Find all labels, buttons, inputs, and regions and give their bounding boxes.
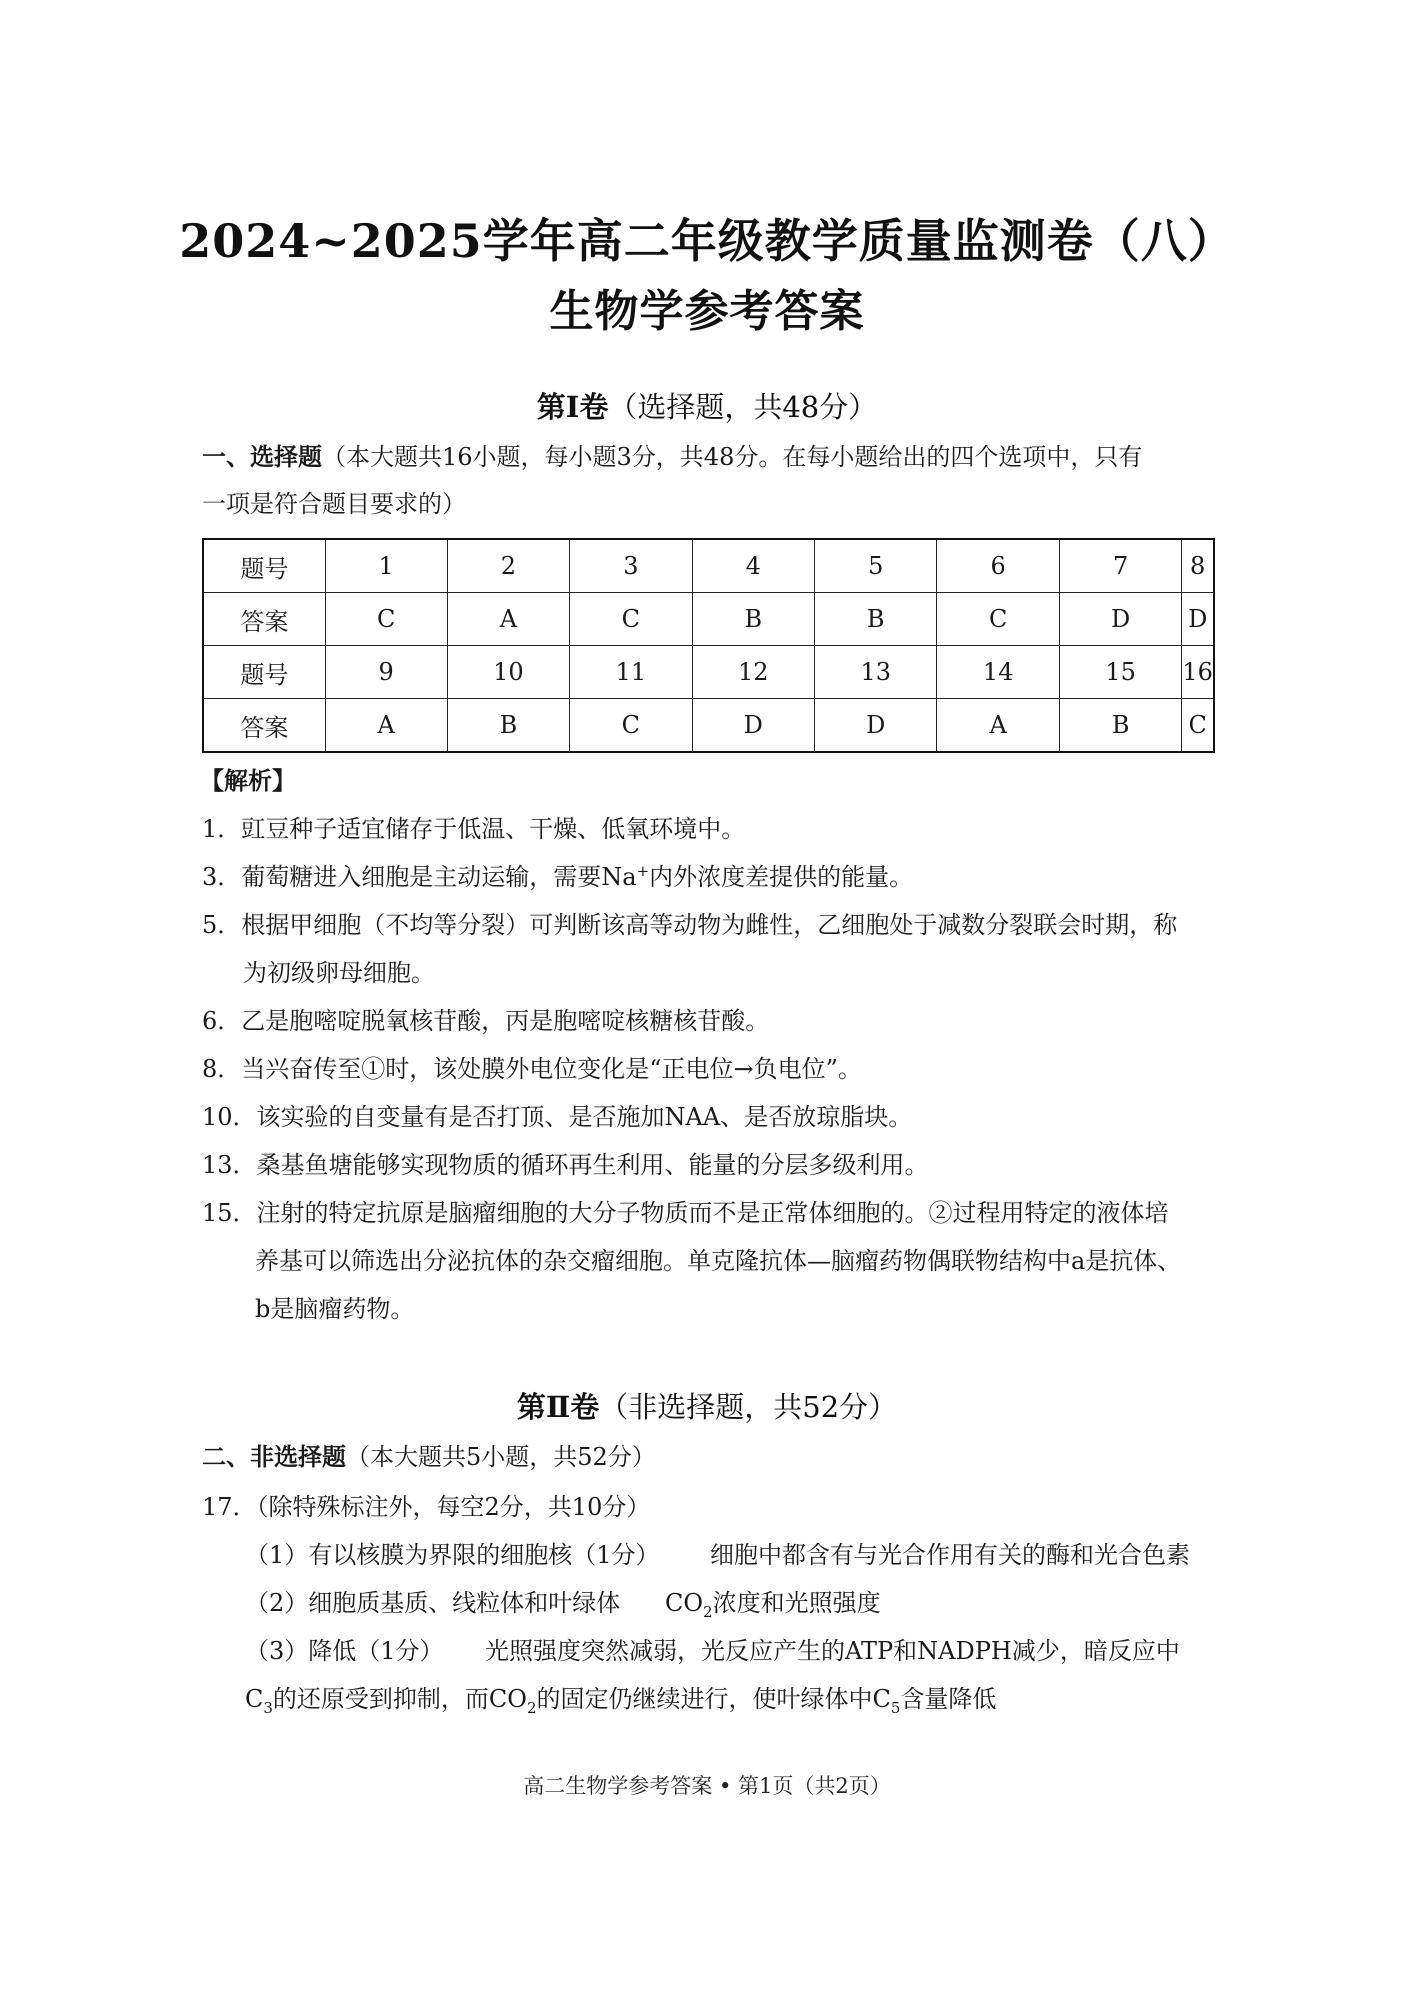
cell: C [1182,699,1214,753]
cell: C [937,593,1059,646]
cell: 14 [937,646,1059,699]
q17-3-c-text: 的固定仍继续进行，使叶绿体中C [536,1685,891,1713]
q17-1-b: 细胞中都含有与光合作用有关的酶和光合色素 [710,1541,1190,1569]
part1-desc: （选择题，共48分） [608,390,878,424]
section1-heading [202,440,1142,474]
row-label: 答案 [203,593,325,646]
q17-2-b [665,1586,881,1620]
subscript: 2 [526,1698,537,1717]
analysis-label: 【解析】 [200,766,296,795]
q17-2-a: （2）细胞质基质、线粒体和叶绿体 [245,1589,621,1617]
cell: C [570,699,692,753]
analysis-5: 5．根据甲细胞（不均等分裂）可判断该高等动物为雌性，乙细胞处于减数分裂联会时期，称 [202,911,1178,939]
cell: D [692,699,814,753]
page-footer: 高二生物学参考答案 • 第1页（共2页） [523,1774,891,1798]
q17-3-c-text: 含量降低 [900,1685,997,1713]
part1-label: 第Ⅰ卷 [536,390,609,424]
analysis-15-cont: 养基可以筛选出分泌抗体的杂交瘤细胞。单克隆抗体—脑瘤药物偶联物结构中a是抗体、 [255,1247,1182,1275]
cell: 5 [815,539,937,593]
table-row [203,539,1214,593]
subscript: 3 [263,1698,273,1717]
section1-label: 一、选择题 [202,442,322,471]
section2-desc: （本大题共5小题，共52分） [346,1443,656,1471]
cell: A [937,699,1059,753]
part2-heading [0,1385,1414,1426]
table-row [203,646,1214,699]
q17-3-b: 光照强度突然减弱，光反应产生的ATP和NADPH减少，暗反应中 [485,1637,1180,1665]
section2-label: 二、非选择题 [202,1442,346,1471]
q17-3-c [245,1682,996,1716]
row-label: 题号 [203,646,325,699]
analysis-10: 10．该实验的自变量有是否打顶、是否施加NAA、是否放琼脂块。 [202,1103,913,1131]
cell: 9 [325,646,447,699]
cell: A [325,699,447,753]
section1-desc-cont: 一项是符合题目要求的） [202,490,466,518]
cell: 13 [815,646,937,699]
q17-2-b-text: CO [665,1589,704,1617]
row-label: 题号 [203,539,325,593]
cell: B [692,593,814,646]
cell: A [447,593,569,646]
analysis-8: 8．当兴奋传至①时，该处膜外电位变化是“正电位→负电位”。 [202,1055,862,1083]
analysis-6: 6．乙是胞嘧啶脱氧核苷酸，丙是胞嘧啶核糖核苷酸。 [202,1007,770,1035]
cell: 6 [937,539,1059,593]
cell: 1 [325,539,447,593]
cell: B [815,593,937,646]
section2-heading [202,1440,656,1474]
analysis-15-cont2: b是脑瘤药物。 [255,1295,415,1323]
cell: 8 [1182,539,1214,593]
analysis-15: 15．注射的特定抗原是脑瘤细胞的大分子物质而不是正常体细胞的。②过程用特定的液体培 [202,1199,1169,1227]
table-row [203,699,1214,753]
cell: 7 [1059,539,1181,593]
q17-3-a: （3）降低（1分） [245,1637,444,1665]
analysis-3-text-end: 内外浓度差提供的能量。 [649,863,914,891]
part2-desc: （非选择题，共52分） [599,1390,898,1424]
superscript: + [636,862,650,880]
cell: 12 [692,646,814,699]
cell: B [1059,699,1181,753]
cell: D [815,699,937,753]
cell: 15 [1059,646,1181,699]
cell: 16 [1182,646,1214,699]
part1-heading [0,385,1414,426]
q17-1-a: （1）有以核膜为界限的细胞核（1分） [245,1541,660,1569]
cell: 4 [692,539,814,593]
subscript: 5 [890,1698,901,1717]
subscript: 2 [703,1602,713,1621]
part2-label: 第Ⅱ卷 [516,1390,600,1424]
q17-3-c-text: C [245,1685,264,1713]
analysis-13: 13．桑基鱼塘能够实现物质的循环再生利用、能量的分层多级利用。 [202,1151,929,1179]
q17-heading: 17．（除特殊标注外，每空2分，共10分） [202,1493,651,1521]
cell: 10 [447,646,569,699]
cell: 11 [570,646,692,699]
section1-desc: （本大题共16小题，每小题3分，共48分。在每小题给出的四个选项中，只有 [322,443,1143,471]
cell: B [447,699,569,753]
cell: C [325,593,447,646]
table-row [203,593,1214,646]
cell: 2 [447,539,569,593]
analysis-1: 1．豇豆种子适宜储存于低温、干燥、低氧环境中。 [202,815,746,843]
analysis-3 [202,860,913,894]
analysis-3-text: 3．葡萄糖进入细胞是主动运输，需要Na [202,863,637,891]
row-label: 答案 [203,699,325,753]
answer-table [202,538,1215,753]
analysis-5-cont: 为初级卵母细胞。 [243,959,435,987]
q17-3-c-text: 的还原受到抑制，而CO [272,1685,527,1713]
exam-subtitle: 生物学参考答案 [549,286,865,337]
cell: D [1182,593,1214,646]
exam-title: 2024~2025学年高二年级教学质量监测卷（八） [179,214,1235,268]
cell: C [570,593,692,646]
cell: D [1059,593,1181,646]
q17-2-b-text-end: 浓度和光照强度 [712,1589,881,1617]
cell: 3 [570,539,692,593]
